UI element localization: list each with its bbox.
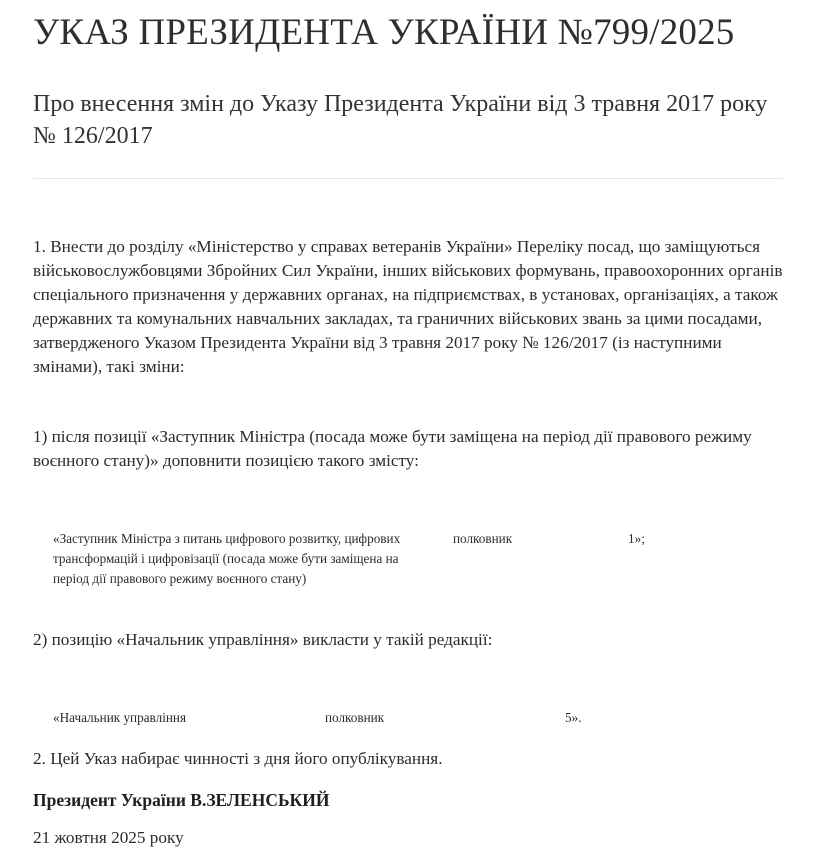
paragraph-4: 2. Цей Указ набирає чинності з дня його опублікування. bbox=[33, 749, 443, 768]
table-1-count: 1»; bbox=[628, 531, 645, 546]
signature: Президент України В.ЗЕЛЕНСЬКИЙ bbox=[33, 790, 330, 810]
document-subtitle: Про внесення змін до Указу Президента України від 3 травня 2017 року № 126/2017 bbox=[33, 91, 768, 149]
table-1-rank: полковник bbox=[453, 531, 513, 546]
paragraph-2: 1) після позиції «Заступник Міністра (посада може бути заміщена на період дії правового режиму воєнного стану)» доповнити позицією такого змісту: bbox=[33, 427, 752, 470]
document-date: 21 жовтня 2025 року bbox=[33, 828, 184, 847]
paragraph-1: 1. Внести до розділу «Міністерство у справах ветеранів України» Переліку посад, що заміщуються військовослужбовцями Збройних Сил України, інших військових формувань, правоохоронних органів спеціального призначення у державних органах, на підприємствах, в установах, організаціях, а також державних та комунальних навчальних закладах, та граничних військових звань за цими посадами, затвердженого Указом Президента України від 3 травня 2017 року № 126/2017 (із наступними змінами), такі зміни: bbox=[33, 237, 783, 376]
page-title: УКАЗ ПРЕЗИДЕНТА УКРАЇНИ №799/2025 bbox=[33, 12, 735, 53]
table-2-rank: полковник bbox=[325, 710, 385, 725]
table-1-position: «Заступник Міністра з питань цифрового розвитку, цифрових трансформацій і цифровізації (посада може бути заміщена на період дії правового режиму воєнного стану) bbox=[53, 531, 401, 586]
title-divider bbox=[33, 178, 783, 179]
paragraph-3: 2) позицію «Начальник управління» викласти у такій редакції: bbox=[33, 630, 493, 649]
table-2-count: 5». bbox=[565, 710, 582, 725]
table-2-position: «Начальник управління bbox=[53, 710, 187, 725]
